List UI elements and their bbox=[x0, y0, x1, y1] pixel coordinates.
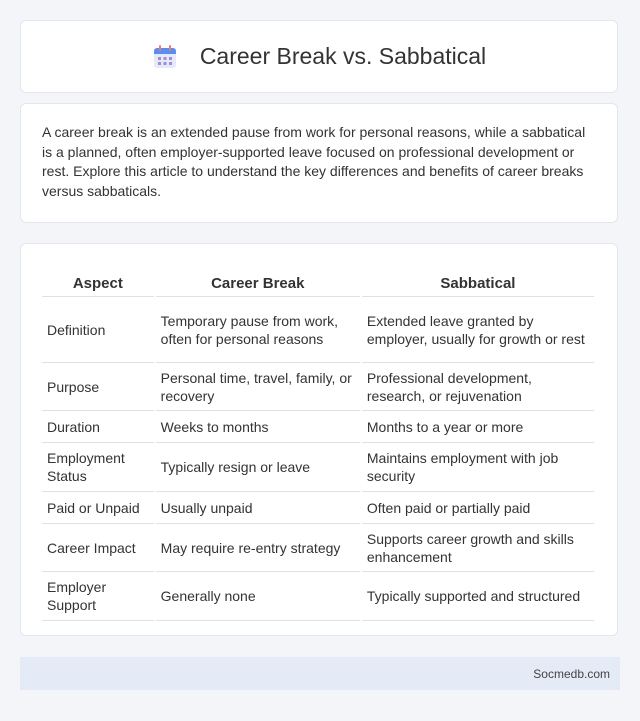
row-aspect: Paid or Unpaid bbox=[42, 492, 154, 524]
table-row bbox=[42, 297, 594, 363]
table-row bbox=[42, 572, 594, 621]
row-aspect: Definition bbox=[42, 297, 154, 363]
table-row bbox=[42, 492, 594, 524]
table-row bbox=[42, 411, 594, 443]
row-career-break: Weeks to months bbox=[156, 411, 360, 443]
row-sabbatical: Supports career growth and skills enhancement bbox=[362, 524, 594, 572]
calendar-icon bbox=[152, 44, 178, 70]
intro-text: A career break is an extended pause from work for personal reasons, while a sabbatical is a planned, often employer-supported leave focused on professional development or rest. Explore this article to understand the key differences and benefits of career breaks versus sabbaticals. bbox=[42, 124, 586, 199]
comparison-table bbox=[40, 262, 596, 621]
table-row bbox=[42, 524, 594, 572]
table-header-row bbox=[42, 262, 594, 297]
row-sabbatical: Typically supported and structured bbox=[362, 572, 594, 621]
row-sabbatical: Often paid or partially paid bbox=[362, 492, 594, 524]
column-header-career-break: Career Break bbox=[156, 262, 360, 297]
table-row bbox=[42, 363, 594, 411]
column-header-aspect: Aspect bbox=[42, 262, 154, 297]
table-row bbox=[42, 443, 594, 492]
row-sabbatical: Months to a year or more bbox=[362, 411, 594, 443]
row-aspect: Purpose bbox=[42, 363, 154, 411]
row-aspect: Employer Support bbox=[42, 572, 154, 621]
row-sabbatical: Extended leave granted by employer, usually for growth or rest bbox=[362, 297, 594, 363]
row-aspect: Career Impact bbox=[42, 524, 154, 572]
column-header-sabbatical: Sabbatical bbox=[362, 262, 594, 297]
intro-card bbox=[20, 103, 618, 223]
row-career-break: Usually unpaid bbox=[156, 492, 360, 524]
title-card bbox=[20, 20, 618, 93]
row-career-break: Personal time, travel, family, or recovery bbox=[156, 363, 360, 411]
row-aspect: Duration bbox=[42, 411, 154, 443]
table-card bbox=[20, 243, 618, 636]
row-career-break: May require re-entry strategy bbox=[156, 524, 360, 572]
row-career-break: Typically resign or leave bbox=[156, 443, 360, 492]
row-sabbatical: Maintains employment with job security bbox=[362, 443, 594, 492]
row-sabbatical: Professional development, research, or rejuvenation bbox=[362, 363, 594, 411]
page-title: Career Break vs. Sabbatical bbox=[199, 43, 487, 69]
footer-site-name: Socmedb.com bbox=[533, 666, 610, 681]
row-career-break: Generally none bbox=[156, 572, 360, 621]
footer bbox=[20, 657, 620, 690]
row-aspect: Employment Status bbox=[42, 443, 154, 492]
row-career-break: Temporary pause from work, often for personal reasons bbox=[156, 297, 360, 363]
